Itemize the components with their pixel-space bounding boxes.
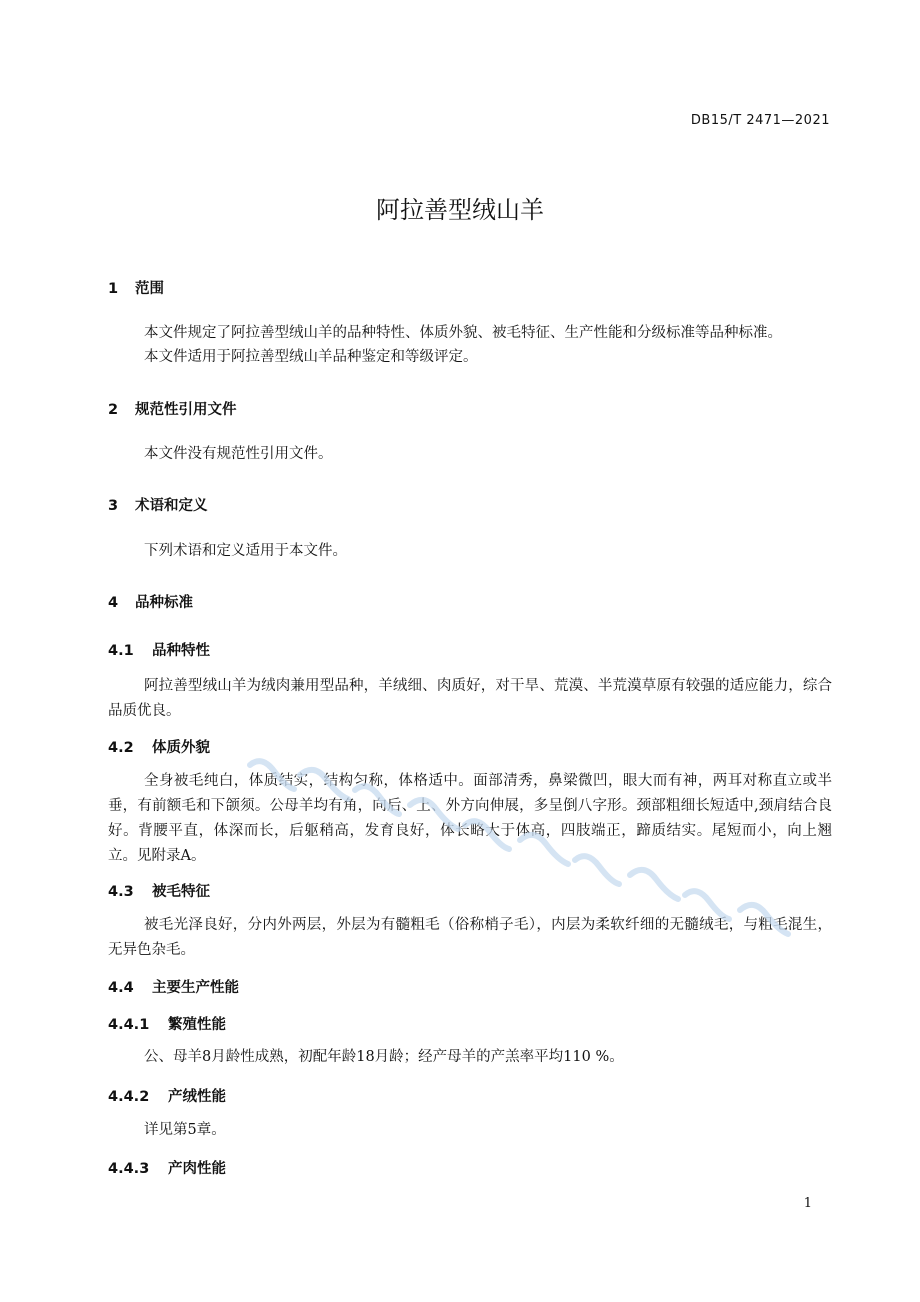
document-code: DB15/T 2471—2021 (690, 113, 830, 128)
paragraph: 下列术语和定义适用于本文件。 (144, 543, 347, 559)
paragraph: 公、母羊8月龄性成熟，初配年龄18月龄；经产母羊的产羔率平均110 %。 (144, 1049, 624, 1065)
paragraph: 本文件规定了阿拉善型绒山羊的品种特性、体质外貌、被毛特征、生产性能和分级标准等品种标准。 (144, 325, 782, 341)
section-number: 3 (108, 498, 119, 514)
section-number: 4.3 (108, 884, 134, 900)
section-heading-1 (108, 277, 164, 298)
section-heading-3 (108, 494, 208, 515)
section-number: 4 (108, 595, 119, 611)
paragraph: 阿拉善型绒山羊为绒肉兼用型品种，羊绒细、肉质好，对干旱、荒漠、半荒漠草原有较强的适应能力，综合品质优良。 (108, 678, 832, 719)
section-title: 主要生产性能 (152, 980, 239, 996)
subsection-heading-4-4-3 (108, 1157, 226, 1178)
paragraph: 详见第5章。 (144, 1122, 226, 1138)
section-title: 体质外貌 (152, 740, 210, 756)
section-number: 2 (108, 402, 119, 418)
section-number: 4.2 (108, 740, 134, 756)
page-number: 1 (803, 1196, 812, 1211)
section-title: 品种特性 (152, 643, 210, 659)
section-title: 产肉性能 (168, 1161, 226, 1177)
section-number: 4.4 (108, 980, 134, 996)
document-title: 阿拉善型绒山羊 (376, 196, 544, 224)
subsection-heading-4-4 (108, 976, 239, 997)
paragraph: 被毛光泽良好，分内外两层，外层为有髓粗毛（俗称梢子毛），内层为柔软纤细的无髓绒毛，与粗毛混生，无异色杂毛。 (108, 917, 832, 958)
section-title: 术语和定义 (135, 498, 208, 514)
subsection-heading-4-2 (108, 736, 210, 757)
subsection-heading-4-3 (108, 880, 210, 901)
section-title: 范围 (135, 281, 164, 297)
section-number: 4.4.2 (108, 1089, 150, 1105)
section-number: 1 (108, 281, 119, 297)
section-title: 繁殖性能 (168, 1017, 226, 1033)
subsection-heading-4-1 (108, 639, 210, 660)
section-number: 4.4.3 (108, 1161, 150, 1177)
paragraph: 全身被毛纯白，体质结实，结构匀称，体格适中。面部清秀，鼻梁微凹，眼大而有神，两耳对称直立或半垂，有前额毛和下颌须。公母羊均有角，向后、上、外方向伸展，多呈倒八字形。颈部粗细长短适中,颈肩结合良好。背腰平直，体深而长，后躯稍高，发育良好，体长略大于体高，四肢端正，蹄质结实。尾短而小，向上翘立。见附录A。 (108, 773, 832, 864)
subsection-heading-4-4-1 (108, 1013, 226, 1034)
section-number: 4.4.1 (108, 1017, 150, 1033)
section-title: 规范性引用文件 (135, 402, 237, 418)
section-heading-4 (108, 591, 193, 612)
section-heading-2 (108, 398, 237, 419)
subsection-heading-4-4-2 (108, 1085, 226, 1106)
paragraph: 本文件没有规范性引用文件。 (144, 446, 333, 462)
section-title: 被毛特征 (152, 884, 210, 900)
section-title: 品种标准 (135, 595, 193, 611)
paragraph: 本文件适用于阿拉善型绒山羊品种鉴定和等级评定。 (144, 349, 478, 365)
section-number: 4.1 (108, 643, 134, 659)
section-title: 产绒性能 (168, 1089, 226, 1105)
